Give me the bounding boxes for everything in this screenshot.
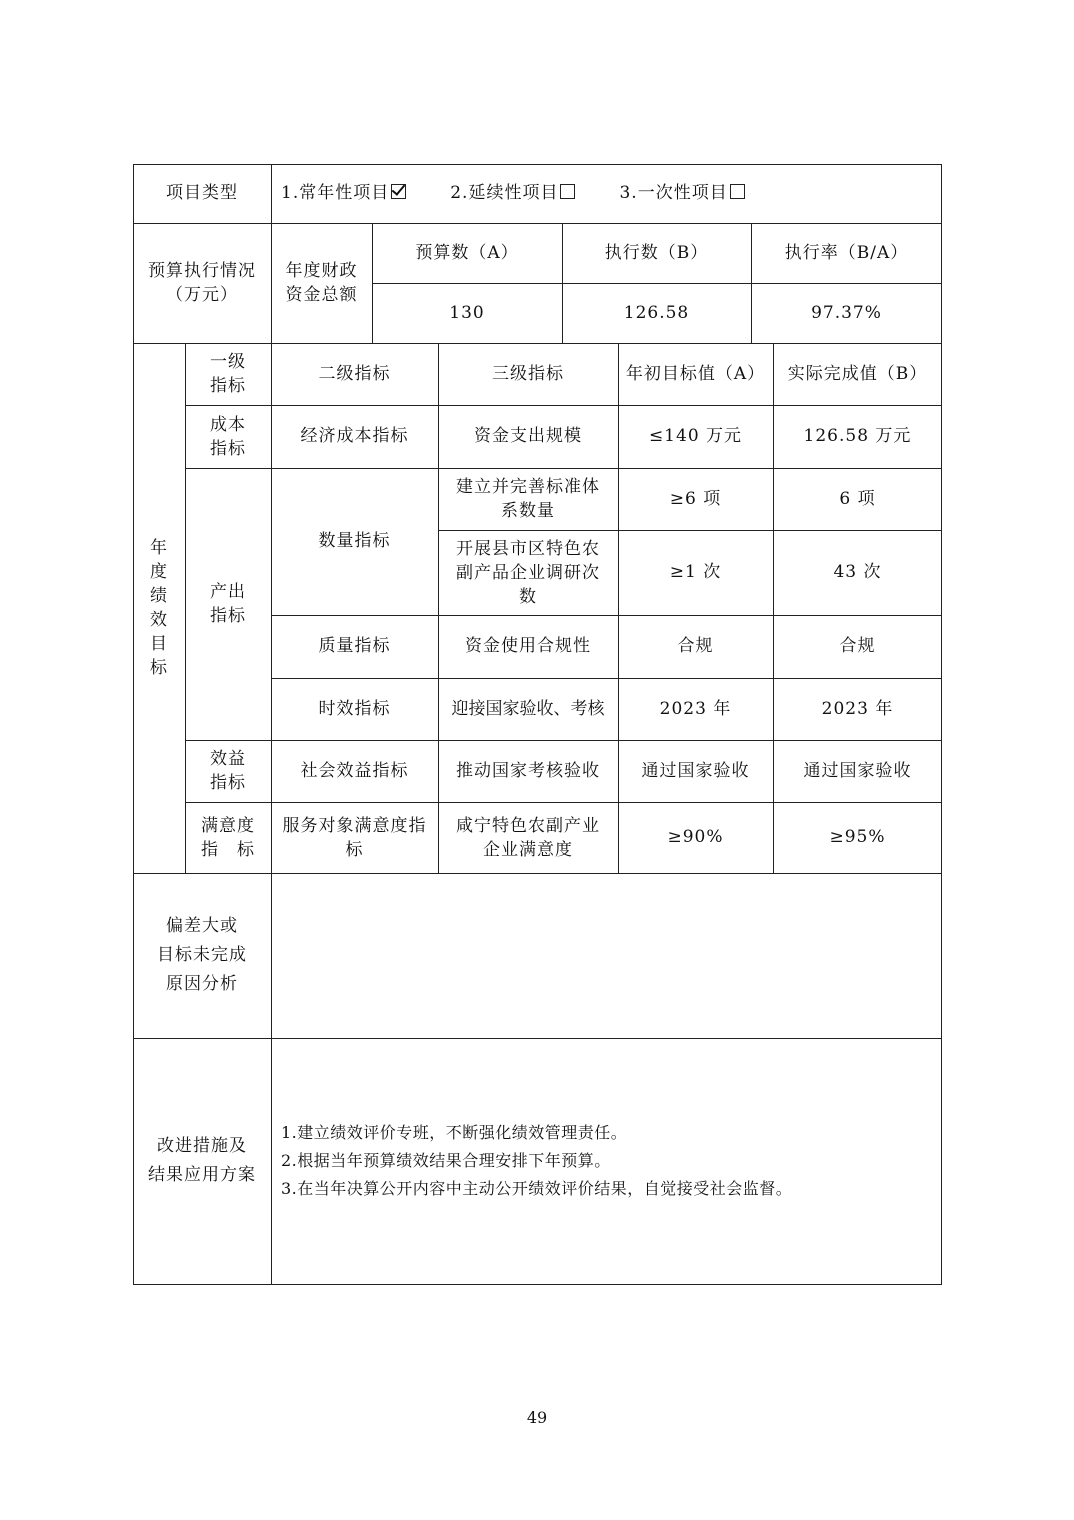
satisfaction-level2 <box>271 802 438 873</box>
page-number: 49 <box>526 1408 548 1427</box>
checkbox-icon <box>730 184 745 199</box>
benefit-actual: 通过国家验收 <box>803 760 912 781</box>
timeliness-level2: 时效指标 <box>318 698 391 719</box>
output-level1 <box>185 468 271 740</box>
quality-target: 合规 <box>677 636 714 656</box>
satisfaction-target: ≥90% <box>667 827 724 847</box>
satisfaction-level2-line: 服务对象满意度指 <box>282 815 427 836</box>
level3-line: 开展县市区特色农 <box>456 538 600 559</box>
fiscal-total-label-line: 年度财政 <box>285 261 358 281</box>
budget-label <box>133 223 271 343</box>
annual-goal-char: 标 <box>150 658 168 678</box>
cost-target: ≤140 万元 <box>648 426 743 446</box>
budget-label-line: 预算执行情况 <box>148 261 256 281</box>
improvement-item: 2.根据当年预算绩效结果合理安排下年预算。 <box>281 1151 611 1170</box>
timeliness-actual: 2023 年 <box>821 698 894 719</box>
level3-line: 数 <box>519 586 537 607</box>
deviation-label-line: 原因分析 <box>166 974 238 994</box>
satisfaction-level2-line: 标 <box>345 839 364 860</box>
level3-line: 系数量 <box>501 501 555 521</box>
checkbox-icon <box>560 184 575 199</box>
satisfaction-level1-line: 指 标 <box>201 839 255 860</box>
improvement-label-line: 改进措施及 <box>157 1136 247 1156</box>
quantity-row-1-actual: 6 项 <box>839 488 876 509</box>
deviation-content <box>271 873 942 1038</box>
annual-goal-char: 年 <box>150 538 168 558</box>
quantity-row-2-actual: 43 次 <box>833 562 882 582</box>
annual-goal-char: 目 <box>150 634 168 654</box>
quantity-row-1-target: ≥6 项 <box>669 488 722 509</box>
cost-level1-line: 指标 <box>210 438 246 459</box>
quality-actual: 合规 <box>839 636 876 656</box>
timeliness-target: 2023 年 <box>659 698 732 719</box>
budget-header-b: 执行数（B） <box>604 242 709 263</box>
satisfaction-actual: ≥95% <box>829 827 886 847</box>
budget-value-rate: 97.37% <box>811 302 882 323</box>
budget-header-a: 预算数（A） <box>415 242 519 263</box>
quantity-level2: 数量指标 <box>318 531 391 551</box>
cost-level1-line: 成本 <box>210 414 246 435</box>
quality-level2: 质量指标 <box>318 636 391 656</box>
cost-level1 <box>185 405 271 468</box>
benefit-level3: 推动国家考核验收 <box>456 760 600 781</box>
level3-line: 建立并完善标准体 <box>456 477 600 497</box>
header-target: 年初目标值（A） <box>625 363 766 384</box>
benefit-level2: 社会效益指标 <box>300 760 409 781</box>
cost-actual: 126.58 万元 <box>803 426 912 446</box>
satisfaction-level3 <box>438 802 618 873</box>
deviation-label-line: 目标未完成 <box>157 945 247 965</box>
budget-value-b: 126.58 <box>623 302 690 323</box>
satisfaction-level1 <box>185 802 271 873</box>
output-level1-line: 产出 <box>210 582 246 602</box>
header-level3: 三级指标 <box>492 363 564 384</box>
option-continuing <box>450 180 575 207</box>
header-level1-line: 指标 <box>210 376 246 396</box>
annual-goal-char: 效 <box>150 610 168 630</box>
table-line <box>133 1284 942 1285</box>
deviation-label-line: 偏差大或 <box>166 916 238 936</box>
benefit-level1 <box>185 740 271 802</box>
benefit-level1-line: 效益 <box>210 749 246 769</box>
satisfaction-level1-line: 满意度 <box>201 815 255 836</box>
level3-line: 副产品企业调研次 <box>456 562 600 583</box>
performance-table <box>133 164 942 1285</box>
header-level1-line: 一级 <box>210 352 246 372</box>
annual-goal-label <box>133 343 185 873</box>
output-level1-line: 指标 <box>210 606 246 626</box>
budget-label-line: （万元） <box>166 285 238 305</box>
project-type-label: 项目类型 <box>166 183 238 203</box>
header-actual: 实际完成值（B） <box>787 363 928 384</box>
annual-goal-char: 度 <box>150 562 168 582</box>
deviation-label <box>133 873 271 1038</box>
fiscal-total-label <box>271 223 372 343</box>
quantity-row-1-level3 <box>438 468 618 530</box>
option-recurring <box>281 180 406 207</box>
option-onetime <box>619 180 744 207</box>
timeliness-level3: 迎接国家验收、考核 <box>451 698 605 719</box>
option-recurring-label: 1.常年性项目 <box>281 183 390 203</box>
quantity-row-2-level3 <box>438 530 618 615</box>
improvement-content <box>271 1038 942 1284</box>
quantity-row-2-target: ≥1 次 <box>669 562 722 582</box>
benefit-target: 通过国家验收 <box>641 760 750 781</box>
project-type-options <box>271 164 942 223</box>
cost-level2: 经济成本指标 <box>300 426 409 446</box>
budget-header-rate: 执行率（B/A） <box>784 242 909 263</box>
header-level2: 二级指标 <box>318 363 391 384</box>
improvement-item: 3.在当年决算公开内容中主动公开绩效评价结果，自觉接受社会监督。 <box>281 1179 793 1198</box>
improvement-label-line: 结果应用方案 <box>148 1165 256 1185</box>
quality-level3: 资金使用合规性 <box>465 636 591 656</box>
option-continuing-label: 2.延续性项目 <box>450 183 559 203</box>
cost-level3: 资金支出规模 <box>474 426 582 446</box>
satisfaction-level3-line: 企业满意度 <box>483 839 573 860</box>
budget-value-a: 130 <box>449 302 485 323</box>
satisfaction-level3-line: 咸宁特色农副产业 <box>456 815 600 836</box>
improvement-label <box>133 1038 271 1284</box>
checked-box-icon <box>391 184 406 199</box>
improvement-item: 1.建立绩效评价专班，不断强化绩效管理责任。 <box>281 1123 628 1142</box>
fiscal-total-label-line: 资金总额 <box>285 285 358 305</box>
option-onetime-label: 3.一次性项目 <box>619 183 728 203</box>
annual-goal-char: 绩 <box>150 586 168 606</box>
benefit-level1-line: 指标 <box>210 773 246 793</box>
header-level1 <box>185 343 271 405</box>
